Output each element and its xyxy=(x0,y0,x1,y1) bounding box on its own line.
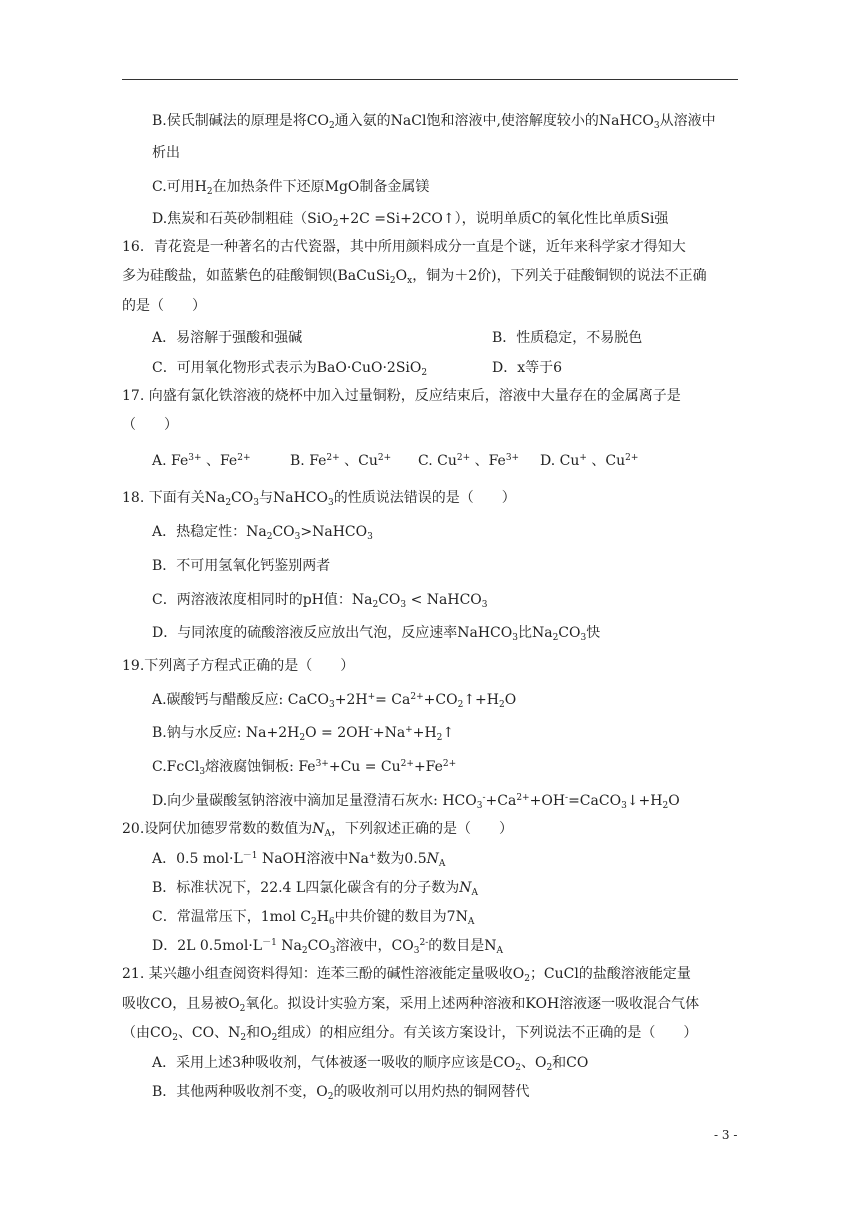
q15-option-b-line2: 析出 xyxy=(152,145,180,161)
q21-option-a: A．采用上述3种吸收剂，气体被逐一吸收的顺序应该是$CO_2$、$O_2$和CO xyxy=(152,1055,589,1073)
header-rule xyxy=(122,79,738,80)
q17-stem-line2: （ ） xyxy=(122,417,178,433)
q15-option-c: C.可用$H_2$在加热条件下还原MgO制备金属镁 xyxy=(152,179,430,197)
page-number: - 3 - xyxy=(714,1128,738,1142)
q18-option-b: B．不可用氢氧化钙鉴别两者 xyxy=(152,558,331,574)
q16-stem-line3: 的是（ ） xyxy=(122,298,206,314)
q16-option-b: B．性质稳定，不易脱色 xyxy=(492,330,643,346)
q16-stem-line1: 16．青花瓷是一种著名的古代瓷器，其中所用颜料成分一直是个谜，近年来科学家才得知大 xyxy=(122,239,686,255)
q19-option-a: A.碳酸钙与醋酸反应: CaCO$_3$+2H+= $Ca^{2+}+CO_2↑+H_2O$ xyxy=(152,692,517,710)
q17-option-a: A. $Fe^{3+}$ 、$Fe^{2+}$ xyxy=(152,453,251,469)
q19-option-c: C.FcCl$_3$熔液腐蚀铜板: $Fe^{3+}+Cu = Cu^{2+}+Fe^{2+}$ xyxy=(152,759,457,777)
q15-option-b-line1: B.侯氏制碱法的原理是将$CO_2$通入氨的NaCl饱和溶液中,使溶解度较小的NaHCO$_3$从溶液中 xyxy=(152,113,716,131)
q18-stem: 18. 下面有关$Na_2CO_3$与NaHCO$_3$的性质说法错误的是（ ） xyxy=(122,490,516,508)
q21-option-b: B．其他两种吸收剂不变，$O_2$的吸收剂可以用灼热的铜网替代 xyxy=(152,1084,530,1102)
q21-stem-line1: 21. 某兴趣小组查阅资料得知：连苯三酚的碱性溶液能定量吸收$O_2$；CuCl的盐酸溶液能定量 xyxy=(122,966,691,984)
q19-stem: 19.下列离子方程式正确的是（ ） xyxy=(122,658,355,674)
q18-option-d: D．与同浓度的硫酸溶液反应放出气泡，反应速率NaHCO$_3$比$Na_2CO_3$快 xyxy=(152,625,601,643)
q20-option-a: A．0.5 $mol\cdot L^{-1}$ NaOH溶液中Na+数为$0.5N_A$ xyxy=(152,851,446,869)
q19-option-d: D.向少量碳酸氢钠溶液中滴加足量澄清石灰水: $HCO_3^-+Ca^{2+}+OH^-=CaCO_3↓+H_2O$ xyxy=(152,793,680,811)
q21-stem-line2: 吸收CO，且易被$O_2$氧化。拟设计实验方案，采用上述两种溶液和KOH溶液逐一吸收混合气体 xyxy=(122,996,700,1014)
q19-option-b: B.钠与水反应: $Na+2H_2O$ = $2OH^-+Na^++H_2↑$ xyxy=(152,725,455,743)
q15-option-d: D.焦炭和石英砂制粗硅（SiO$_2$+2C =Si+2CO↑），说明单质C的氧化性比单质Si强 xyxy=(152,211,669,229)
q21-stem-line3: （由$CO_2$、CO、$N_2$和$O_2$组成）的相应组分。有关该方案设计，下列说法不正确的是（ ） xyxy=(122,1025,698,1043)
q16-option-c: C．可用氧化物形式表示为BaO·CuO·2SiO$_2$ xyxy=(152,360,428,378)
q16-stem-line2: 多为硅酸盐，如蓝紫色的硅酸铜钡($BaCuSi_2O_x$，铜为＋2价)，下列关于硅酸铜钡的说法不正确 xyxy=(122,268,707,286)
q18-option-a: A．热稳定性：$Na_2CO_3>NaHCO_3$ xyxy=(152,524,373,542)
q20-option-b: B．标准状况下，22.4 L四氯化碳含有的分子数为$N_A$ xyxy=(152,880,478,898)
q20-stem: 20.设阿伏加德罗常数的数值为$N_A$，下列叙述正确的是（ ） xyxy=(122,821,514,839)
q20-option-d: D．2L $0.5mol\cdot L^{-1}$ $Na_2CO_3$溶液中，$CO_3^{2-}$的数目是$N_A$ xyxy=(152,938,503,956)
q17-stem-line1: 17. 向盛有氯化铁溶液的烧杯中加入过量铜粉，反应结束后，溶液中大量存在的金属离子是 xyxy=(122,388,681,404)
q17-option-b: B. $Fe^{2+}$ 、$Cu^{2+}$ xyxy=(290,453,392,469)
q17-option-c: C. $Cu^{2+}$ 、$Fe^{3+}$ xyxy=(418,453,520,469)
q17-option-d: D. Cu+ 、$Cu^{2+}$ xyxy=(540,453,639,469)
q16-option-a: A．易溶解于强酸和强碱 xyxy=(152,330,303,346)
q18-option-c: C．两溶液浓度相同时的pH值：$Na_2CO_3$ < NaHCO$_3$ xyxy=(152,592,488,610)
q20-option-c: C．常温常压下，1mol $C_2H_6$中共价键的数目为$7N_A$ xyxy=(152,909,475,927)
q16-option-d: D．x等于6 xyxy=(492,360,563,376)
